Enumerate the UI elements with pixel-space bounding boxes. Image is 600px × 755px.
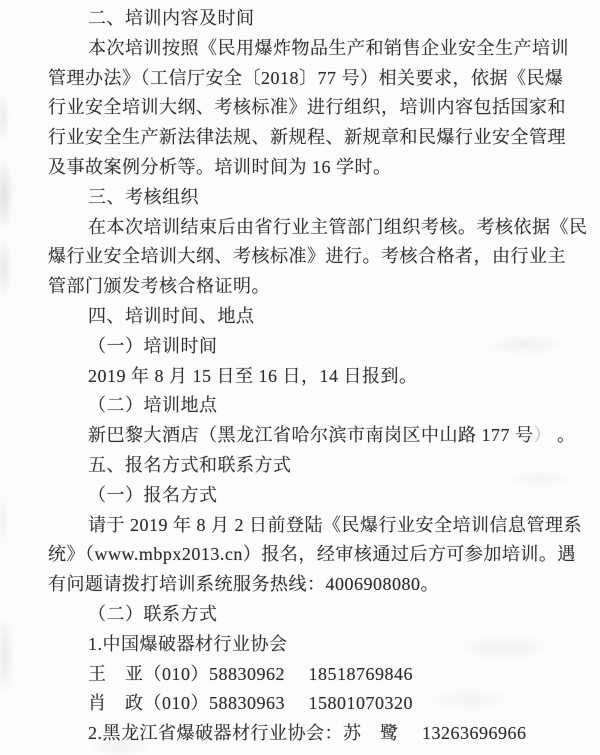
section-heading-assessment: 三、考核组织	[88, 186, 199, 207]
paragraph-line: 管部门颁发考核合格证明。	[48, 276, 270, 297]
contact-person-line: 肖 政（010）58830963 15801070320	[88, 693, 413, 714]
contact-org-line: 1.中国爆破器材行业协会	[88, 633, 288, 654]
paragraph-line: 本次培训按照《民用爆炸物品生产和销售企业安全生产培训	[88, 37, 569, 58]
paragraph-line: 统》（www.mbpx2013.cn）报名，经审核通过后方可参加培训。遇	[48, 544, 576, 565]
section-heading-registration-contact: 五、报名方式和联系方式	[88, 454, 292, 475]
section-heading-training-content: 二、培训内容及时间	[88, 8, 255, 28]
location-text: 新巴黎大酒店（黑龙江省哈尔滨市南岗区中山路 177 号	[88, 425, 534, 446]
subsection-heading-registration: （一）报名方式	[88, 484, 218, 505]
paragraph-line: 行业安全培训大纲、考核标准》进行组织，培训内容包括国家和	[48, 97, 566, 118]
contact-person-line: 王 亚（010）58830962 18518769846	[88, 663, 413, 684]
paragraph-line: 爆行业安全培训大纲、考核标准》进行。考核合格者，由行业主	[48, 246, 566, 267]
subsection-heading-contact: （二）联系方式	[88, 603, 218, 624]
faded-closing-paren: ）	[533, 425, 552, 446]
paragraph-line: 请于 2019 年 8 月 2 日前登陆《民爆行业安全培训信息管理系	[88, 514, 582, 535]
paragraph-line: 管理办法》（工信厅安全〔2018〕77 号）相关要求，依据《民爆	[48, 67, 564, 88]
section-heading-time-location: 四、培训时间、地点	[88, 305, 255, 326]
paragraph-line: 及事故案例分析等。培训时间为 16 学时。	[48, 156, 392, 177]
subsection-heading-training-location: （二）培训地点	[88, 395, 218, 416]
contact-org-line: 2.黑龙江省爆破器材行业协会：苏 鹭 13263696966	[88, 723, 527, 744]
subsection-heading-training-time: （一）培训时间	[88, 335, 218, 356]
location-period: 。	[552, 425, 576, 446]
training-location-line	[48, 421, 576, 451]
paragraph-line: 在本次培训结束后由省行业主管部门组织考核。考核依据《民	[88, 216, 588, 237]
paragraph-line: 行业安全生产新法律法规、新规程、新规章和民爆行业安全管理	[48, 127, 566, 148]
training-date-line: 2019 年 8 月 15 日至 16 日，14 日报到。	[88, 365, 418, 386]
paragraph-line: 有问题请拨打培训系统服务热线：4006908080。	[48, 574, 439, 595]
